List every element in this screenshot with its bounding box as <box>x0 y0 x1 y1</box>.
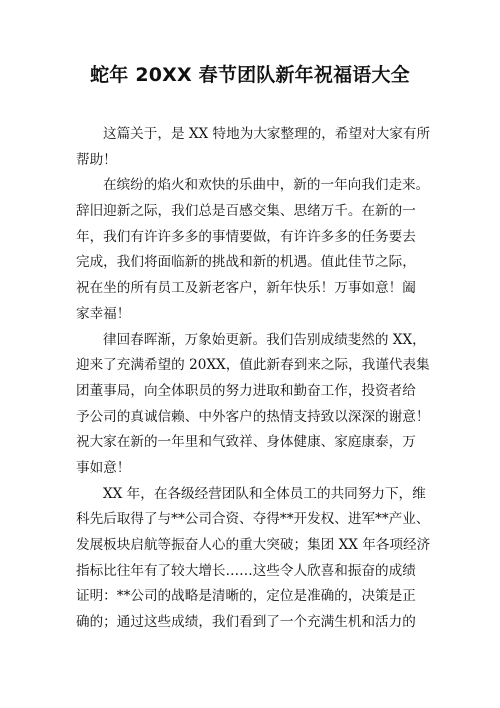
text-line: 事如意！ <box>76 459 131 476</box>
text-line: 祝在坐的所有员工及新老客户，新年快乐！万事如意！阖 <box>76 280 416 297</box>
document-body <box>76 122 431 636</box>
paragraph-intro <box>76 122 431 173</box>
text-line: 在缤纷的焰火和欢快的乐曲中，新的一年向我们走来。 <box>103 177 430 194</box>
text-line: 指标比往年有了较大增长……这些令人欣喜和振奋的成绩 <box>76 562 416 579</box>
text-line: 祝大家在新的一年里和气致祥、身体健康、家庭康泰，万 <box>76 434 416 451</box>
text-line: 证明：**公司的战略是清晰的，定位是准确的，决策是正 <box>76 588 416 605</box>
text-line: 年，我们有许许多多的事情要做，有许许多多的任务要去 <box>76 228 416 245</box>
text-line: 家幸福！ <box>76 305 131 322</box>
text-line: 律回春晖渐，万象始更新。我们告别成绩斐然的 XX， <box>103 331 426 348</box>
paragraph-greeting <box>76 173 430 327</box>
text-line: 发展板块启航等振奋人心的重大突破；集团 XX 年各项经济 <box>76 537 431 553</box>
text-line: 这篇关于，是 XX 特地为大家整理的，希望对大家有所 <box>103 126 431 142</box>
document-title: 蛇年 20XX 春节团队新年祝福语大全 <box>90 64 410 86</box>
text-line: 完成，我们将面临新的挑战和新的机遇。值此佳节之际， <box>76 254 416 271</box>
text-line: 迎来了充满希望的 20XX，值此新春到来之际，我谨代表集 <box>76 357 430 374</box>
text-line: 科先后取得了与**公司合资、夺得**开发权、进军**产业、 <box>76 511 430 528</box>
text-line: 团董事局，向全体职员的努力进取和勤奋工作，投资者给 <box>76 382 416 399</box>
text-line: 予公司的真诚信赖、中外客户的热情支持致以深深的谢意！ <box>76 408 430 425</box>
paragraph-achievements <box>76 482 431 636</box>
text-line: XX 年，在各级经营团队和全体员工的共同努力下，维 <box>103 485 426 502</box>
text-line: 确的；通过这些成绩，我们看到了一个充满生机和活力的 <box>76 614 416 631</box>
text-line: 帮助！ <box>76 151 117 168</box>
text-line: 辞旧迎新之际，我们总是百感交集、思绪万千。在新的一 <box>76 203 416 220</box>
paragraph-new-year <box>76 328 430 482</box>
